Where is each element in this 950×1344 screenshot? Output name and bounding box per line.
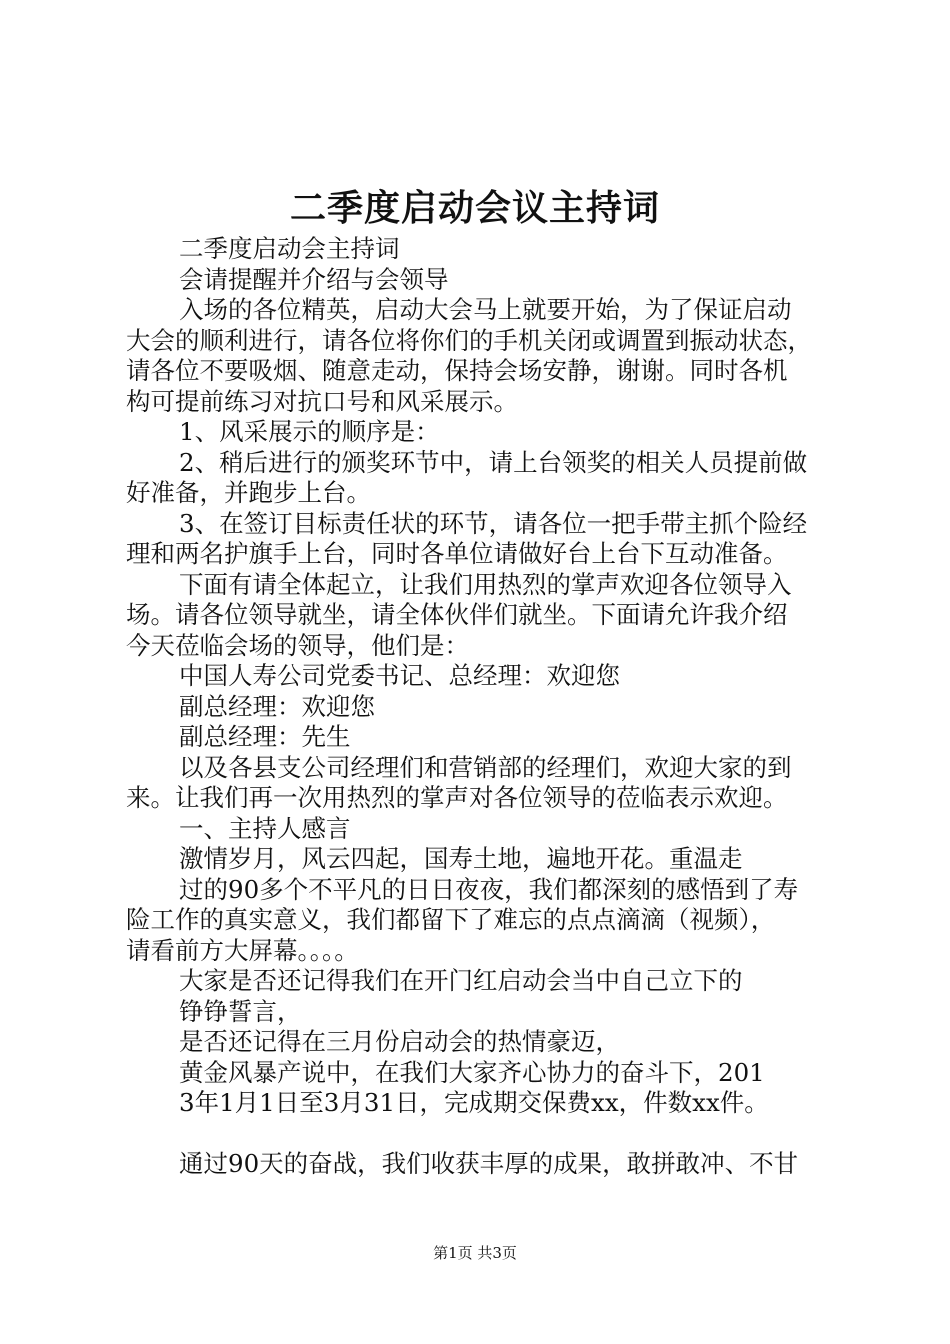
paragraph-line: 黄金风暴产说中，在我们大家齐心协力的奋斗下，201 [179, 1057, 765, 1087]
paragraph-line: 副总经理：欢迎您 [179, 691, 375, 721]
paragraph-line: 大家是否还记得我们在开门红启动会当中自己立下的 [179, 966, 743, 995]
paragraph-line: 3年1月1日至3月31日，完成期交保费xx，件数xx件。 [179, 1088, 769, 1117]
paragraph-line: 1、风采展示的顺序是： [179, 417, 440, 446]
paragraph-line: 险工作的真实意义，我们都留下了难忘的点点滴滴（视频）， [126, 905, 776, 934]
paragraph-line: 2、稍后进行的颁奖环节中，请上台领奖的相关人员提前做 [179, 447, 808, 477]
document-body [126, 234, 836, 1180]
paragraph-line: 二季度启动会主持词 [179, 234, 400, 263]
paragraph-line: 一、主持人感言 [179, 813, 351, 843]
paragraph-line: 场。请各位领导就坐，请全体伙伴们就坐。下面请允许我介绍 [126, 600, 788, 629]
document-title: 二季度启动会议主持词 [289, 187, 660, 229]
paragraph-line: 中国人寿公司党委书记、总经理：欢迎您 [179, 661, 620, 690]
paragraph-line: 来。让我们再一次用热烈的掌声对各位领导的莅临表示欢迎。 [126, 783, 788, 812]
paragraph-line: 过的90多个不平凡的日日夜夜，我们都深刻的感悟到了寿 [179, 874, 799, 904]
paragraph-line: 请各位不要吸烟、随意走动，保持会场安静，谢谢。同时各机 [126, 356, 788, 385]
paragraph-line: 激情岁月，风云四起，国寿土地，遍地开花。重温走 [179, 844, 743, 873]
paragraph-line: 是否还记得在三月份启动会的热情豪迈， [179, 1027, 620, 1056]
paragraph-line: 请看前方大屏幕。。。。 [126, 935, 359, 965]
blank-line [126, 1119, 836, 1150]
paragraph-line: 构可提前练习对抗口号和风采展示。 [126, 386, 518, 416]
paragraph-line: 通过90天的奋战，我们收获丰厚的成果，敢拼敢冲、不甘 [179, 1149, 799, 1178]
paragraph-line: 以及各县支公司经理们和营销部的经理们，欢迎大家的到 [179, 752, 792, 782]
paragraph-line: 铮铮誓言， [179, 996, 302, 1026]
paragraph-line: 3、在签订目标责任状的环节，请各位一把手带主抓个险经 [179, 508, 808, 538]
paragraph-line: 副总经理：先生 [179, 722, 351, 751]
paragraph-line: 入场的各位精英，启动大会马上就要开始，为了保证启动 [179, 295, 792, 324]
paragraph-line: 会请提醒并介绍与会领导 [179, 264, 449, 294]
paragraph-line: 下面有请全体起立，让我们用热烈的掌声欢迎各位领导入 [179, 569, 792, 599]
page-footer: 第1页 共3页 [433, 1244, 517, 1262]
paragraph-line: 大会的顺利进行，请各位将你们的手机关闭或调置到振动状态， [126, 325, 812, 355]
paragraph-line: 今天莅临会场的领导，他们是： [126, 630, 469, 660]
paragraph-line: 理和两名护旗手上台，同时各单位请做好台上台下互动准备。 [126, 539, 788, 568]
paragraph-line: 好准备，并跑步上台。 [126, 478, 371, 507]
